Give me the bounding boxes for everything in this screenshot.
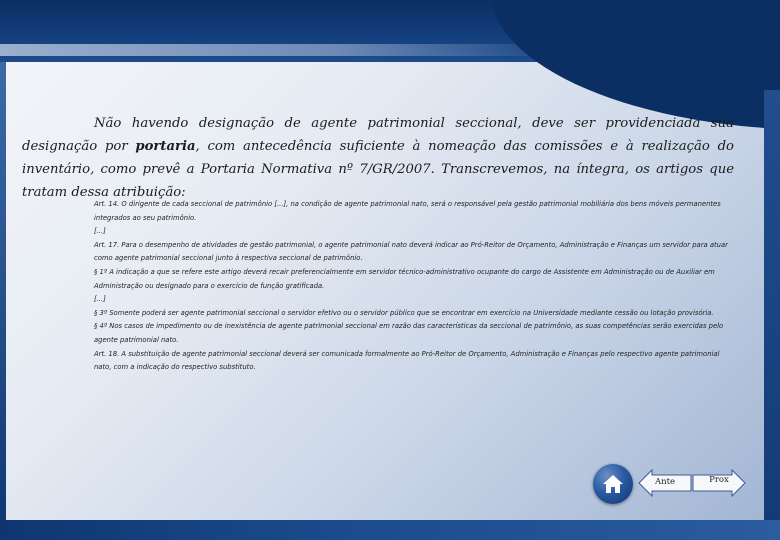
next-button[interactable] [692, 468, 746, 498]
intro-text-end: , com antecedência suficiente à nomeação das comissões e à realização do inventário, como prevê a Portaria Normativa nº 7/GR/2007. Transcrevemos, na íntegra, os artigos que tratam dessa atribuição: [22, 139, 734, 200]
intro-text-start: Não havendo designação de agente patrimonial seccional, deve ser providenciada sua designação por [22, 116, 734, 154]
left-border [0, 62, 6, 540]
ellipsis-1: [...] [94, 227, 106, 236]
article-quotation [94, 198, 734, 375]
header-stripe [0, 44, 560, 56]
ellipsis-2: [...] [94, 295, 106, 304]
article-17: Art. 17. Para o desempenho de atividades de gestão patrimonial, o agente patrimonial nato deverá indicar ao Pró-Reitor de Orçamento, Administração e Finanças um servidor para atuar como agente patrimonial seccional junto à respectiva seccional de patrimônio. [94, 240, 728, 263]
article-17-paragraph-3: § 3º Somente poderá ser agente patrimonial seccional o servidor efetivo ou o servidor público que se encontrar em exercício na Universidade mediante cessão ou lotação provisória. [94, 308, 714, 317]
corner-decoration [490, 0, 780, 130]
home-button[interactable] [593, 464, 633, 504]
footer-band [0, 520, 780, 540]
article-17-paragraph-4: § 4º Nos casos de impedimento ou de inexistência de agente patrimonial seccional em razão das características da seccional de patrimônio, as suas competências serão exercidas pelo agente patrimonial nato. [94, 322, 724, 344]
previous-label: Ante [654, 477, 676, 487]
right-border [764, 90, 780, 540]
slide-navigation [590, 464, 750, 508]
next-label: Prox [709, 475, 729, 485]
home-icon [601, 472, 625, 496]
intro-paragraph [22, 112, 734, 204]
article-17-paragraph-1: § 1º A indicação a que se refere este artigo deverá recair preferencialmente em servidor técnico-administrativo ocupante do cargo de Assistente em Administração ou de Auxiliar em Administração ou designado para o exercício de função gratificada. [94, 267, 715, 290]
article-18: Art. 18. A substituição de agente patrimonial seccional deverá ser comunicada formalmente ao Pró-Reitor de Orçamento, Administração e Finanças pelo respectivo agente patrimonial nato, com a indicação do respectivo substituto. [94, 349, 720, 372]
previous-button[interactable] [638, 468, 692, 498]
article-14: Art. 14. O dirigente de cada seccional de patrimônio [...], na condição de agente patrimonial nato, será o responsável pela gestão patrimonial mobiliária dos bens móveis permanentes integrados ao seu patrimônio. [94, 200, 721, 222]
intro-bold-term: portaria [135, 139, 196, 154]
